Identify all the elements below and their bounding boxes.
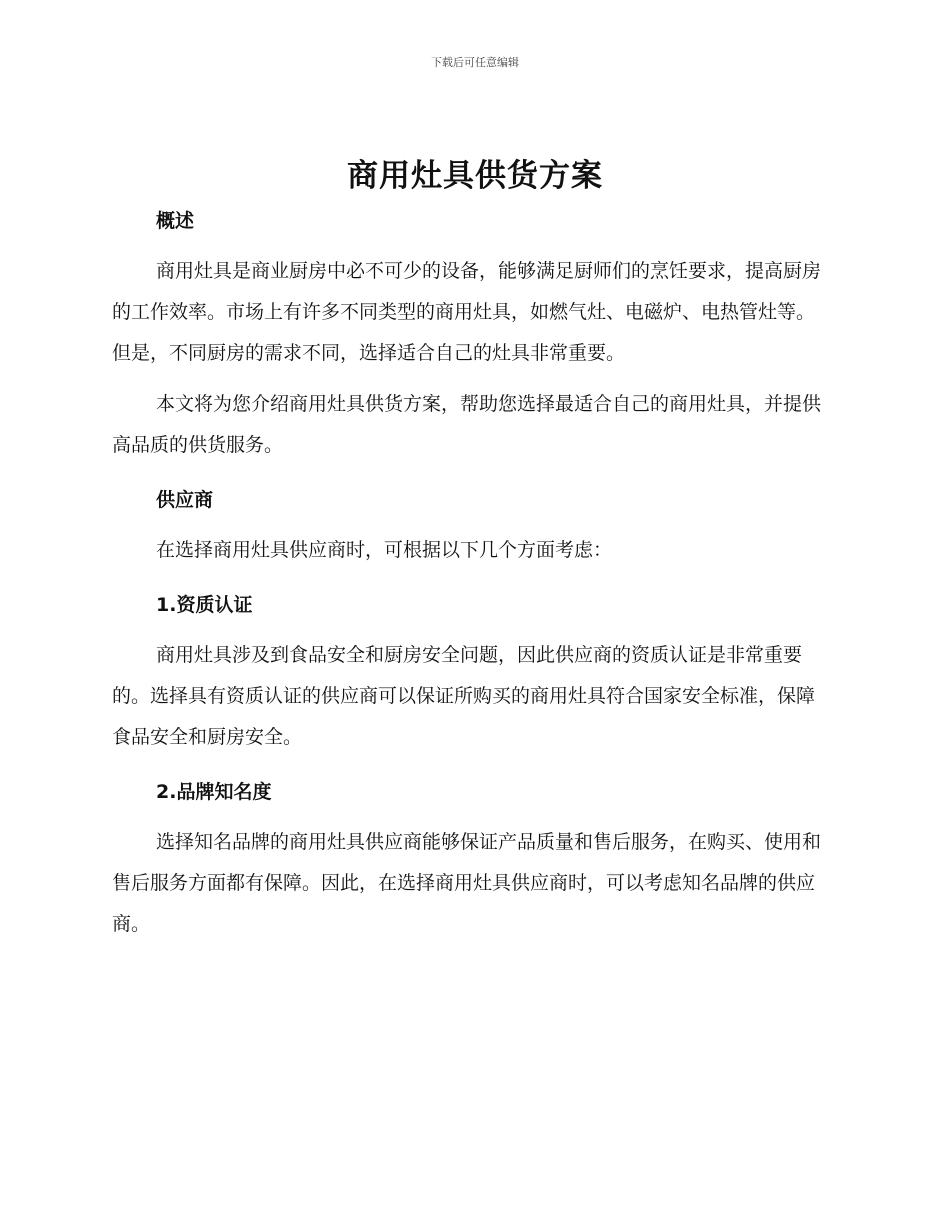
document-title: 商用灶具供货方案 xyxy=(347,158,603,194)
section-heading-overview: 概述 xyxy=(156,210,195,232)
paragraph-overview-1: 商用灶具是商业厨房中必不可少的设备，能够满足厨师们的烹饪要求，提高厨房的工作效率。市场上有许多不同类型的商用灶具，如燃气灶、电磁炉、电热管灶等。但是，不同厨房的需求不同，选择适合自己的灶具非常重要。 xyxy=(112,260,822,364)
paragraph-overview-2: 本文将为您介绍商用灶具供货方案，帮助您选择最适合自己的商用灶具，并提供高品质的供货服务。 xyxy=(112,393,822,456)
page-header-note: 下载后可任意编辑 xyxy=(431,56,519,69)
document-body xyxy=(112,201,832,945)
paragraph-brand: 选择知名品牌的商用灶具供应商能够保证产品质量和售后服务，在购买、使用和售后服务方面都有保障。因此，在选择商用灶具供应商时，可以考虑知名品牌的供应商。 xyxy=(112,831,822,935)
paragraph-qualification: 商用灶具涉及到食品安全和厨房安全问题，因此供应商的资质认证是非常重要的。选择具有资质认证的供应商可以保证所购买的商用灶具符合国家安全标准，保障食品安全和厨房安全。 xyxy=(112,644,816,748)
section-heading-qualification: 1.资质认证 xyxy=(156,594,253,616)
section-heading-brand: 2.品牌知名度 xyxy=(156,781,272,803)
paragraph-supplier-intro: 在选择商用灶具供应商时，可根据以下几个方面考虑： xyxy=(156,539,613,561)
section-heading-supplier: 供应商 xyxy=(156,489,214,511)
